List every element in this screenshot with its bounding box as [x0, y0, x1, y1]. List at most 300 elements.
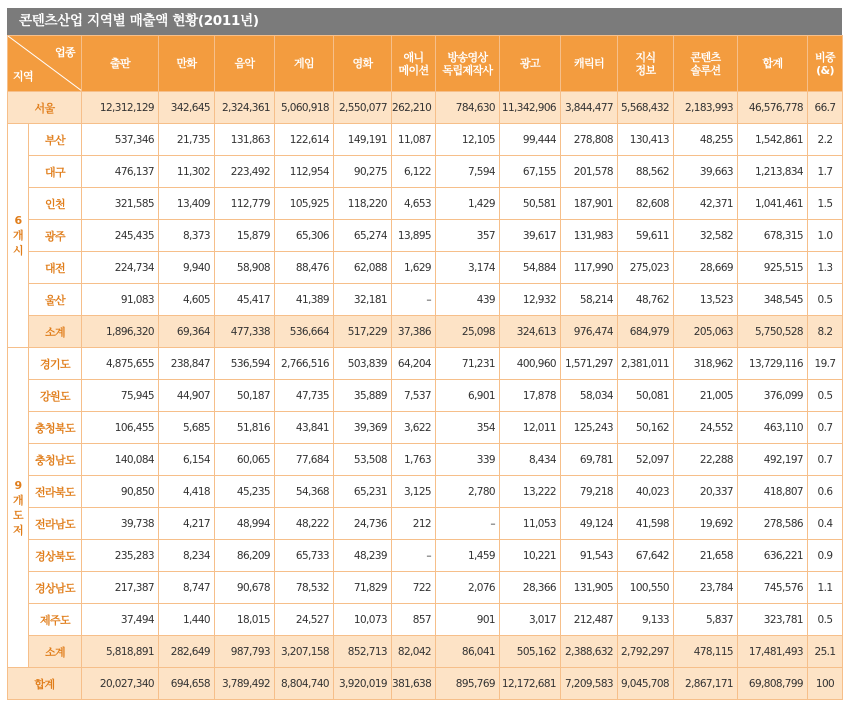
value-cell: 1,440 [159, 604, 215, 636]
value-cell: – [392, 540, 436, 572]
column-header-text: 메이션 [398, 63, 429, 77]
share-cell: 0.6 [808, 476, 843, 508]
value-cell: 62,088 [334, 252, 392, 284]
value-cell: 205,063 [674, 316, 738, 348]
value-cell: 400,960 [500, 348, 561, 380]
share-cell: 8.2 [808, 316, 843, 348]
value-cell: 8,373 [159, 220, 215, 252]
value-cell: 684,979 [618, 316, 674, 348]
value-cell: 58,908 [215, 252, 275, 284]
value-cell: 5,060,918 [275, 92, 334, 124]
value-cell: 90,275 [334, 156, 392, 188]
value-cell: 348,545 [738, 284, 808, 316]
column-header [82, 36, 159, 92]
column-header [500, 36, 561, 92]
value-cell: – [436, 508, 500, 540]
table-row [8, 252, 843, 284]
region-group-char: 개 [12, 493, 24, 507]
value-cell: 22,288 [674, 444, 738, 476]
region-name: 경상북도 [29, 540, 82, 572]
column-header-text: 정보 [635, 63, 656, 77]
region-group-char: 시 [12, 244, 24, 257]
value-cell: 418,807 [738, 476, 808, 508]
value-cell: 131,863 [215, 124, 275, 156]
value-cell: 90,850 [82, 476, 159, 508]
value-cell: 976,474 [561, 316, 618, 348]
region-name: 소계 [29, 316, 82, 348]
region-group-char: 개 [12, 229, 24, 242]
column-header-text: 출판 [109, 57, 131, 70]
share-cell: 19.7 [808, 348, 843, 380]
value-cell: 9,940 [159, 252, 215, 284]
value-cell: 40,023 [618, 476, 674, 508]
region-name: 경기도 [29, 348, 82, 380]
table-row [8, 156, 843, 188]
value-cell: 536,664 [275, 316, 334, 348]
value-cell: 58,034 [561, 380, 618, 412]
value-cell: 3,789,492 [215, 668, 275, 700]
value-cell: 201,578 [561, 156, 618, 188]
value-cell: 275,023 [618, 252, 674, 284]
column-header [392, 36, 436, 92]
value-cell: 88,476 [275, 252, 334, 284]
value-cell: 52,097 [618, 444, 674, 476]
share-cell: 0.9 [808, 540, 843, 572]
value-cell: 1,896,320 [82, 316, 159, 348]
value-cell: 2,388,632 [561, 636, 618, 668]
table-row [8, 124, 843, 156]
value-cell: 324,613 [500, 316, 561, 348]
value-cell: 11,302 [159, 156, 215, 188]
value-cell: 278,586 [738, 508, 808, 540]
region-name: 경상남도 [29, 572, 82, 604]
regional-sales-table [7, 35, 843, 700]
value-cell: 376,099 [738, 380, 808, 412]
value-cell: 10,221 [500, 540, 561, 572]
value-cell: 3,174 [436, 252, 500, 284]
value-cell: 339 [436, 444, 500, 476]
value-cell: 12,011 [500, 412, 561, 444]
value-cell: 48,239 [334, 540, 392, 572]
value-cell: 50,187 [215, 380, 275, 412]
value-cell: 69,781 [561, 444, 618, 476]
value-cell: 86,209 [215, 540, 275, 572]
value-cell: 476,137 [82, 156, 159, 188]
column-header-text: 음악 [234, 57, 255, 70]
value-cell: 1,763 [392, 444, 436, 476]
share-cell: 2.2 [808, 124, 843, 156]
region-group-char: 6 [14, 214, 22, 227]
column-header-text: 비중 [814, 50, 836, 64]
value-cell: 1,571,297 [561, 348, 618, 380]
value-cell: 54,368 [275, 476, 334, 508]
region-name: 부산 [29, 124, 82, 156]
value-cell: 354 [436, 412, 500, 444]
value-cell: 12,312,129 [82, 92, 159, 124]
column-header [674, 36, 738, 92]
value-cell: 212 [392, 508, 436, 540]
value-cell: 987,793 [215, 636, 275, 668]
value-cell: 2,381,011 [618, 348, 674, 380]
value-cell: 4,605 [159, 284, 215, 316]
share-cell: 1.5 [808, 188, 843, 220]
value-cell: 13,523 [674, 284, 738, 316]
column-header [618, 36, 674, 92]
value-cell: 2,867,171 [674, 668, 738, 700]
value-cell: 99,444 [500, 124, 561, 156]
value-cell: 149,191 [334, 124, 392, 156]
column-header-text: 지식 [635, 50, 656, 64]
table-row [8, 380, 843, 412]
value-cell: 105,925 [275, 188, 334, 220]
value-cell: 48,222 [275, 508, 334, 540]
value-cell: 3,125 [392, 476, 436, 508]
value-cell: 69,364 [159, 316, 215, 348]
value-cell: 10,073 [334, 604, 392, 636]
value-cell: 1,041,461 [738, 188, 808, 220]
share-cell: 66.7 [808, 92, 843, 124]
value-cell: 82,608 [618, 188, 674, 220]
value-cell: 49,124 [561, 508, 618, 540]
value-cell: 32,582 [674, 220, 738, 252]
value-cell: 5,837 [674, 604, 738, 636]
share-cell: 1.0 [808, 220, 843, 252]
value-cell: 50,081 [618, 380, 674, 412]
value-cell: 3,017 [500, 604, 561, 636]
column-header [436, 36, 500, 92]
value-cell: 3,622 [392, 412, 436, 444]
share-cell: 0.7 [808, 444, 843, 476]
value-cell: 6,901 [436, 380, 500, 412]
value-cell: 131,905 [561, 572, 618, 604]
region-group-char: 저 [12, 523, 24, 537]
value-cell: 8,804,740 [275, 668, 334, 700]
value-cell: 7,209,583 [561, 668, 618, 700]
value-cell: 32,181 [334, 284, 392, 316]
table-row [8, 444, 843, 476]
value-cell: 17,878 [500, 380, 561, 412]
value-cell: 3,920,019 [334, 668, 392, 700]
table-row [8, 412, 843, 444]
value-cell: 11,342,906 [500, 92, 561, 124]
column-header-text: 애니 [403, 50, 424, 64]
value-cell: 25,098 [436, 316, 500, 348]
share-cell: 1.7 [808, 156, 843, 188]
subtotal-row [8, 316, 843, 348]
value-cell: 112,779 [215, 188, 275, 220]
column-header-text: 합계 [762, 57, 783, 70]
value-cell: 65,274 [334, 220, 392, 252]
value-cell: 48,255 [674, 124, 738, 156]
value-cell: 262,210 [392, 92, 436, 124]
value-cell: 2,076 [436, 572, 500, 604]
region-name: 대전 [29, 252, 82, 284]
value-cell: 82,042 [392, 636, 436, 668]
value-cell: 852,713 [334, 636, 392, 668]
value-cell: 3,844,477 [561, 92, 618, 124]
value-cell: 282,649 [159, 636, 215, 668]
value-cell: 517,229 [334, 316, 392, 348]
value-cell: 7,537 [392, 380, 436, 412]
share-cell: 25.1 [808, 636, 843, 668]
value-cell: 45,235 [215, 476, 275, 508]
value-cell: 2,324,361 [215, 92, 275, 124]
column-header-text: 방송영상 [447, 50, 488, 64]
value-cell: 125,243 [561, 412, 618, 444]
value-cell: 4,653 [392, 188, 436, 220]
value-cell: 39,369 [334, 412, 392, 444]
value-cell: 503,839 [334, 348, 392, 380]
region-axis-label: 지역 [13, 70, 34, 83]
region-name: 충청남도 [29, 444, 82, 476]
table-row [8, 540, 843, 572]
value-cell: 3,207,158 [275, 636, 334, 668]
value-cell: 13,895 [392, 220, 436, 252]
value-cell: 41,389 [275, 284, 334, 316]
value-cell: 58,214 [561, 284, 618, 316]
value-cell: 536,594 [215, 348, 275, 380]
region-name: 소계 [29, 636, 82, 668]
value-cell: 477,338 [215, 316, 275, 348]
value-cell: 745,576 [738, 572, 808, 604]
value-cell: 21,658 [674, 540, 738, 572]
column-header-text: 만화 [176, 57, 197, 70]
value-cell: 37,494 [82, 604, 159, 636]
value-cell: 901 [436, 604, 500, 636]
share-cell: 0.5 [808, 380, 843, 412]
value-cell: 2,550,077 [334, 92, 392, 124]
column-header [808, 36, 843, 92]
region-name: 전라남도 [29, 508, 82, 540]
value-cell: 13,409 [159, 188, 215, 220]
region-name: 제주도 [29, 604, 82, 636]
value-cell: 439 [436, 284, 500, 316]
value-cell: 24,736 [334, 508, 392, 540]
value-cell: 2,183,993 [674, 92, 738, 124]
value-cell: 71,231 [436, 348, 500, 380]
industry-axis-label: 업종 [54, 46, 75, 59]
column-header [275, 36, 334, 92]
share-cell: 0.7 [808, 412, 843, 444]
column-header [334, 36, 392, 92]
value-cell: 238,847 [159, 348, 215, 380]
value-cell: 784,630 [436, 92, 500, 124]
value-cell: 5,818,891 [82, 636, 159, 668]
value-cell: 636,221 [738, 540, 808, 572]
value-cell: 9,133 [618, 604, 674, 636]
value-cell: 122,614 [275, 124, 334, 156]
value-cell: 91,543 [561, 540, 618, 572]
value-cell: 895,769 [436, 668, 500, 700]
value-cell: 357 [436, 220, 500, 252]
region-group-label [8, 348, 29, 668]
value-cell: 50,162 [618, 412, 674, 444]
value-cell: 18,015 [215, 604, 275, 636]
value-cell: 88,562 [618, 156, 674, 188]
table-title: 콘텐츠산업 지역별 매출액 현황(2011년) [7, 8, 842, 35]
value-cell: 722 [392, 572, 436, 604]
value-cell: 17,481,493 [738, 636, 808, 668]
value-cell: 1,542,861 [738, 124, 808, 156]
value-cell: 48,994 [215, 508, 275, 540]
value-cell: 20,027,340 [82, 668, 159, 700]
table-row [8, 476, 843, 508]
value-cell: 278,808 [561, 124, 618, 156]
value-cell: 64,204 [392, 348, 436, 380]
value-cell: 505,162 [500, 636, 561, 668]
value-cell: 51,816 [215, 412, 275, 444]
value-cell: 11,087 [392, 124, 436, 156]
value-cell: 492,197 [738, 444, 808, 476]
value-cell: 212,487 [561, 604, 618, 636]
value-cell: 37,386 [392, 316, 436, 348]
value-cell: 463,110 [738, 412, 808, 444]
table-row [8, 508, 843, 540]
column-header-text: (&) [816, 63, 834, 77]
value-cell: – [392, 284, 436, 316]
value-cell: 39,617 [500, 220, 561, 252]
value-cell: 24,552 [674, 412, 738, 444]
value-cell: 12,932 [500, 284, 561, 316]
value-cell: 106,455 [82, 412, 159, 444]
value-cell: 21,735 [159, 124, 215, 156]
value-cell: 21,005 [674, 380, 738, 412]
value-cell: 44,907 [159, 380, 215, 412]
column-header-text: 독립제작사 [442, 63, 493, 77]
value-cell: 925,515 [738, 252, 808, 284]
value-cell: 53,508 [334, 444, 392, 476]
share-cell: 0.5 [808, 284, 843, 316]
value-cell: 13,222 [500, 476, 561, 508]
value-cell: 217,387 [82, 572, 159, 604]
share-cell: 0.4 [808, 508, 843, 540]
total-row [8, 668, 843, 700]
share-cell: 0.5 [808, 604, 843, 636]
value-cell: 45,417 [215, 284, 275, 316]
region-name: 서울 [8, 92, 82, 124]
value-cell: 1,429 [436, 188, 500, 220]
table-row [8, 348, 843, 380]
value-cell: 100,550 [618, 572, 674, 604]
value-cell: 537,346 [82, 124, 159, 156]
value-cell: 69,808,799 [738, 668, 808, 700]
region-group-label [8, 124, 29, 348]
value-cell: 75,945 [82, 380, 159, 412]
column-header [215, 36, 275, 92]
value-cell: 65,231 [334, 476, 392, 508]
value-cell: 130,413 [618, 124, 674, 156]
value-cell: 1,459 [436, 540, 500, 572]
value-cell: 323,781 [738, 604, 808, 636]
share-cell: 1.1 [808, 572, 843, 604]
value-cell: 91,083 [82, 284, 159, 316]
region-name: 충청북도 [29, 412, 82, 444]
value-cell: 235,283 [82, 540, 159, 572]
column-header-text: 게임 [293, 57, 315, 70]
value-cell: 1,213,834 [738, 156, 808, 188]
value-cell: 35,889 [334, 380, 392, 412]
region-group-char: 도 [12, 508, 24, 522]
column-header-text: 솔루션 [690, 63, 721, 77]
value-cell: 2,792,297 [618, 636, 674, 668]
column-header [738, 36, 808, 92]
value-cell: 65,733 [275, 540, 334, 572]
value-cell: 65,306 [275, 220, 334, 252]
value-cell: 7,594 [436, 156, 500, 188]
value-cell: 50,581 [500, 188, 561, 220]
column-header-text: 광고 [519, 57, 541, 70]
table-row [8, 604, 843, 636]
value-cell: 71,829 [334, 572, 392, 604]
share-cell: 100 [808, 668, 843, 700]
value-cell: 117,990 [561, 252, 618, 284]
share-cell: 1.3 [808, 252, 843, 284]
value-cell: 223,492 [215, 156, 275, 188]
value-cell: 318,962 [674, 348, 738, 380]
value-cell: 478,115 [674, 636, 738, 668]
column-header [561, 36, 618, 92]
column-header [159, 36, 215, 92]
region-group-char: 9 [14, 478, 22, 492]
region-name: 울산 [29, 284, 82, 316]
value-cell: 47,735 [275, 380, 334, 412]
value-cell: 67,155 [500, 156, 561, 188]
value-cell: 79,218 [561, 476, 618, 508]
value-cell: 342,645 [159, 92, 215, 124]
value-cell: 678,315 [738, 220, 808, 252]
value-cell: 321,585 [82, 188, 159, 220]
header-row [8, 36, 843, 92]
value-cell: 4,217 [159, 508, 215, 540]
value-cell: 20,337 [674, 476, 738, 508]
value-cell: 6,154 [159, 444, 215, 476]
value-cell: 28,366 [500, 572, 561, 604]
value-cell: 12,172,681 [500, 668, 561, 700]
value-cell: 19,692 [674, 508, 738, 540]
value-cell: 2,766,516 [275, 348, 334, 380]
column-header-text: 캐릭터 [573, 57, 605, 70]
value-cell: 1,629 [392, 252, 436, 284]
value-cell: 67,642 [618, 540, 674, 572]
value-cell: 59,611 [618, 220, 674, 252]
value-cell: 90,678 [215, 572, 275, 604]
value-cell: 131,983 [561, 220, 618, 252]
value-cell: 54,884 [500, 252, 561, 284]
region-name: 합계 [8, 668, 82, 700]
value-cell: 41,598 [618, 508, 674, 540]
value-cell: 224,734 [82, 252, 159, 284]
value-cell: 694,658 [159, 668, 215, 700]
value-cell: 9,045,708 [618, 668, 674, 700]
value-cell: 39,663 [674, 156, 738, 188]
value-cell: 2,780 [436, 476, 500, 508]
value-cell: 15,879 [215, 220, 275, 252]
value-cell: 28,669 [674, 252, 738, 284]
region-name: 대구 [29, 156, 82, 188]
table-row [8, 284, 843, 316]
corner-header [8, 36, 82, 92]
value-cell: 8,747 [159, 572, 215, 604]
value-cell: 78,532 [275, 572, 334, 604]
value-cell: 112,954 [275, 156, 334, 188]
value-cell: 118,220 [334, 188, 392, 220]
value-cell: 13,729,116 [738, 348, 808, 380]
table-row [8, 572, 843, 604]
value-cell: 60,065 [215, 444, 275, 476]
column-header-text: 콘텐츠 [690, 50, 721, 64]
value-cell: 46,576,778 [738, 92, 808, 124]
value-cell: 42,371 [674, 188, 738, 220]
